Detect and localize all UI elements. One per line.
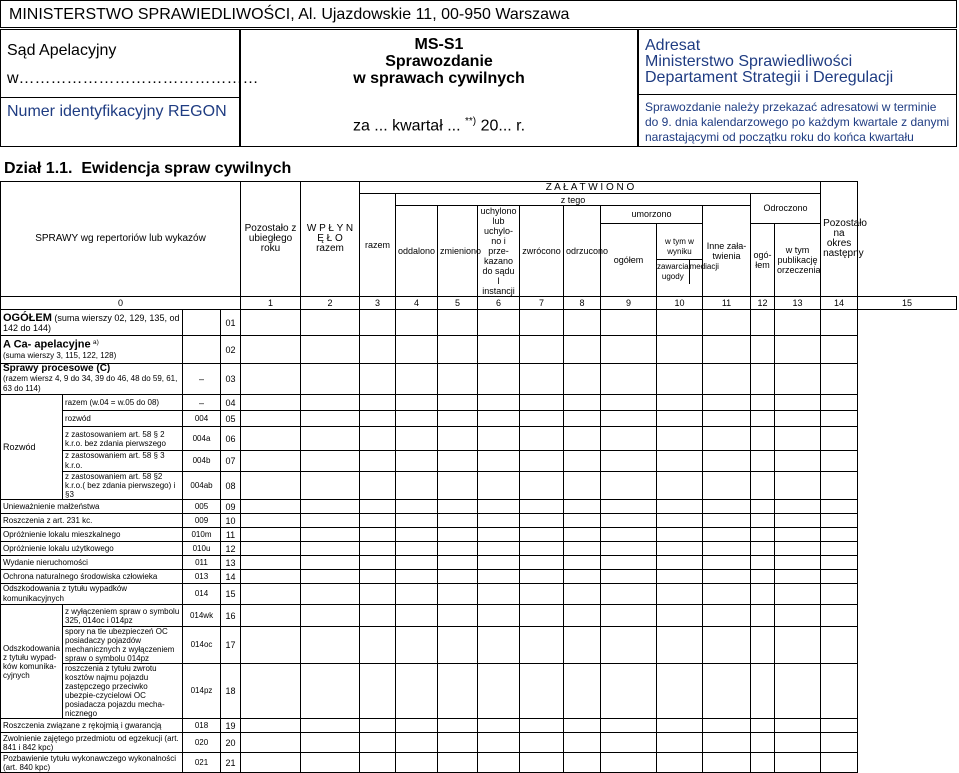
table-row: OGÓŁEM (suma wierszy 02, 129, 135, od 142 do 144) 01: [1, 310, 957, 336]
court-location: w………………………………………: [7, 70, 259, 87]
addressee-line2: Departament Strategii i Deregulacji: [645, 69, 894, 86]
addressee-box: [638, 29, 957, 147]
col-odr-ogolem: ogó-łem: [751, 223, 775, 296]
regon-label: Numer identyfikacyjny REGON: [7, 103, 227, 120]
table-row: Pozbawienie tytułu wykonawczego wykonalności (art. 840 kpc) 021 21: [1, 753, 957, 773]
addressee-label: Adresat: [645, 37, 701, 54]
col-w-tym-wyniku: w tym w wyniku zawarcia ugody mediacji: [657, 223, 703, 296]
table-row: roszczenia z tytułu zwrotu kosztów najmu pojazdu zastępczego przeciwko ubezpie-czycielowi OC posiadacza pojazdu mecha-nicznego 014pz 18: [1, 664, 957, 719]
table-row: Opróżnienie lokalu użytkowego 010u 12: [1, 542, 957, 556]
table-row: Ochrona naturalnego środowiska człowieka 013 14: [1, 570, 957, 584]
table-row: Wydanie nieruchomości 011 13: [1, 556, 957, 570]
table-row: z zastosowaniem art. 58 § 3 k.r.o. 004b 07: [1, 451, 957, 472]
table-row: Odszkodowania z tytułu wypadków komunikacyjnych 014 15: [1, 584, 957, 605]
table-row: z zastosowaniem art. 58 § 2 k.r.o. bez zdania pierwszego 004a 06: [1, 427, 957, 451]
main-table: [0, 181, 957, 773]
odszk-label: Odszkodowania z tytułu wypad-ków komunika-cyjnych: [1, 605, 63, 719]
col-sprawy: SPRAWY wg repertoriów lub wykazów: [1, 182, 241, 297]
col-w-tym-publikacje: w tym publikację orzeczenia: [775, 223, 821, 296]
col-umorzono: umorzono: [601, 206, 703, 224]
col-wplynelo: W P Ł Y N Ę Ł O razem: [301, 182, 360, 297]
period: za ... kwartał ... **) 20... r.: [352, 116, 526, 135]
form-title: Sprawozdanie: [385, 53, 493, 70]
table-row: Roszczenia z art. 231 kc. 009 10: [1, 514, 957, 528]
table-row: Sprawy procesowe (C) (razem wiersz 4, 9 do 34, 39 do 46, 48 do 59, 61, 63 do 114) – 03: [1, 364, 957, 395]
addressee-line1: Ministerstwo Sprawiedliwości: [645, 53, 853, 70]
col-ogolem: ogółem: [601, 223, 657, 296]
table-row: Opróżnienie lokalu mieszkalnego 010m 11: [1, 528, 957, 542]
col-pozostalo: Pozostało z ubiegłego roku: [241, 182, 301, 297]
col-oddalono: oddalono: [396, 206, 438, 297]
table-row: Zwolnienie zajętego przedmiotu od egzekucji (art. 841 i 842 kpc) 020 20: [1, 733, 957, 753]
table-row: Roszczenia związane z rękojmią i gwarancją 018 19: [1, 719, 957, 733]
col-odroczono: Odroczono: [751, 194, 821, 224]
table-row: z zastosowaniem art. 58 §2 k.r.o.( bez zdania pierwszego) i §3 004ab 08: [1, 472, 957, 500]
col-zwrocono: zwrócono: [520, 206, 564, 297]
form-code: MS-S1: [414, 36, 464, 53]
col-pozostalo-next: Pozostało na okres następny: [821, 182, 858, 297]
table-row: Odszkodowania z tytułu wypad-ków komunika-cyjnych z wyłączeniem spraw o symbolu 325, 014oc i 014pz 014wk 16: [1, 605, 957, 627]
ministry-header: MINISTERSTWO SPRAWIEDLIWOŚCI, Al. Ujazdowskie 11, 00-950 Warszawa: [0, 0, 957, 28]
rozwod-label: Rozwód: [1, 395, 63, 500]
form-subtitle: w sprawach cywilnych: [353, 70, 525, 87]
table-row: spory na tle ubezpieczeń OC posiadaczy pojazdów mechanicznych z wyłączeniem spraw o symbolu 014pz 014oc 17: [1, 627, 957, 664]
col-razem: razem: [360, 194, 396, 297]
table-row: rozwód 004 05: [1, 411, 957, 427]
table-row: Unieważnienie małżeństwa 005 09: [1, 500, 957, 514]
court-box: [0, 29, 259, 147]
col-inne: Inne zała-twienia: [703, 206, 751, 297]
col-z-tego: z tego: [396, 194, 751, 206]
addressee-note2: do 9. dnia kalendarzowego po każdym kwartale z danymi narastającymi od początku roku do końca kwartału: [645, 115, 950, 144]
table-row: Rozwód razem (w.04 = w.05 do 08) – 04: [1, 395, 957, 411]
table-row: A Ca- apelacyjne $^{a)}$ (suma wierszy 3, 115, 122, 128) 02: [1, 336, 957, 364]
addressee-note1: Sprawozdanie należy przekazać adresatowi w terminie: [645, 100, 937, 114]
col-zmieniono: zmieniono: [438, 206, 478, 297]
form-title-box: [240, 29, 638, 147]
court-name: Sąd Apelacyjny: [7, 42, 117, 59]
col-odrzucono: odrzucono: [564, 206, 601, 297]
col-uchylono: uchylono lub uchylo-no i prze-kazano do sądu I instancji: [478, 206, 520, 297]
section-title: Dział 1.1. Ewidencja spraw cywilnych: [4, 160, 292, 177]
col-zalatwiono: Z A Ł A T W I O N O: [360, 182, 821, 194]
column-numbers-row: 0 1 2 3 4 5 6 7 8 9 10 11 12 13 14 15: [1, 297, 957, 310]
